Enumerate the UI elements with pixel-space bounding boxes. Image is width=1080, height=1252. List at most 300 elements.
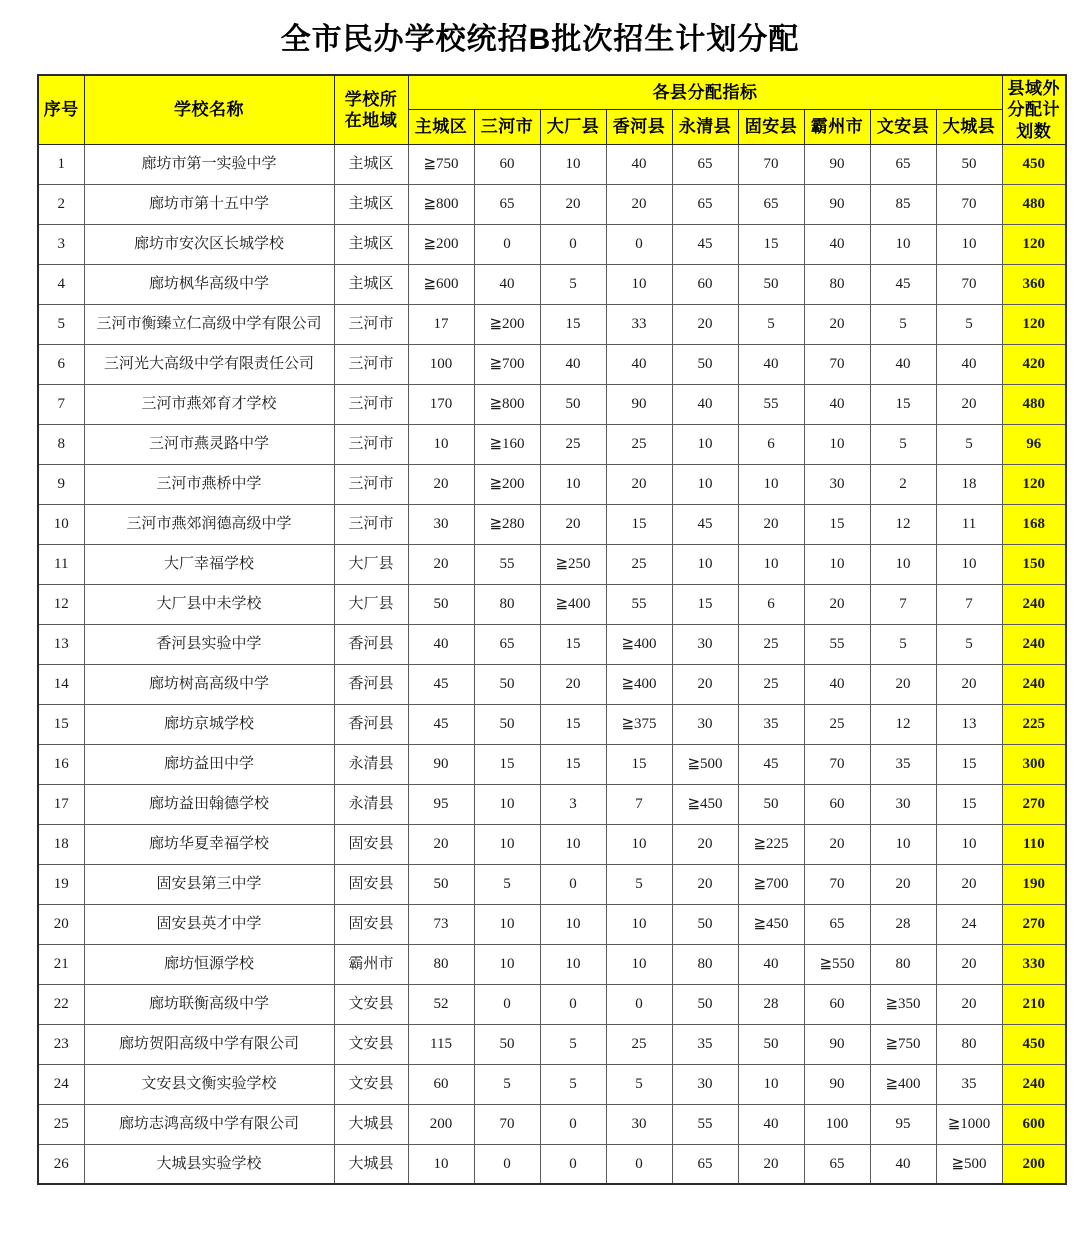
row-county-quota: 20 [606,184,672,224]
row-county-quota: 20 [672,664,738,704]
row-school-name: 大厂县中未学校 [84,584,334,624]
row-county-quota: 50 [408,864,474,904]
row-county-quota: 90 [804,184,870,224]
table-row [38,464,1066,504]
row-county-quota: 40 [672,384,738,424]
row-county-quota: 40 [804,664,870,704]
header-county-bazhou: 霸州市 [804,110,870,144]
row-county-quota: 20 [408,464,474,504]
row-school-region: 主城区 [334,144,408,184]
table-row [38,424,1066,464]
table-body [38,144,1066,1184]
row-county-quota: 200 [408,1104,474,1144]
row-county-quota: 28 [738,984,804,1024]
row-county-quota: 50 [474,1024,540,1064]
row-county-quota: 20 [936,944,1002,984]
row-school-name: 三河市衡臻立仁高级中学有限公司 [84,304,334,344]
row-county-quota: 20 [540,664,606,704]
row-county-quota: 40 [870,344,936,384]
row-school-name: 固安县英才中学 [84,904,334,944]
row-county-quota: 40 [870,1144,936,1184]
row-index: 2 [38,184,84,224]
row-county-quota: 10 [408,424,474,464]
row-county-quota: 13 [936,704,1002,744]
row-school-name: 三河市燕桥中学 [84,464,334,504]
row-county-quota: 20 [672,864,738,904]
table-row [38,664,1066,704]
row-school-region: 三河市 [334,304,408,344]
header-row-top [38,75,1066,110]
row-school-name: 廊坊益田翰德学校 [84,784,334,824]
table-row [38,944,1066,984]
row-index: 9 [38,464,84,504]
row-county-quota: 73 [408,904,474,944]
row-index: 12 [38,584,84,624]
row-school-name: 三河光大高级中学有限责任公司 [84,344,334,384]
table-row [38,304,1066,344]
row-county-quota: 40 [738,344,804,384]
row-index: 6 [38,344,84,384]
row-county-quota: ≧280 [474,504,540,544]
header-county-yongqing: 永清县 [672,110,738,144]
row-county-quota: 50 [738,784,804,824]
table-row [38,584,1066,624]
row-index: 10 [38,504,84,544]
row-county-quota: 20 [870,864,936,904]
row-county-quota: 5 [474,1064,540,1104]
row-county-quota: 35 [738,704,804,744]
row-county-quota: 10 [540,904,606,944]
row-county-quota: 40 [474,264,540,304]
row-county-quota: 85 [870,184,936,224]
row-county-quota: 24 [936,904,1002,944]
row-county-quota: 20 [936,984,1002,1024]
row-county-quota: 10 [738,464,804,504]
row-county-quota: 20 [540,184,606,224]
row-outside-plan: 120 [1002,464,1066,504]
row-county-quota: 15 [540,624,606,664]
row-county-quota: ≧160 [474,424,540,464]
row-county-quota: 30 [672,1064,738,1104]
row-county-quota: 50 [672,904,738,944]
row-county-quota: ≧400 [540,584,606,624]
header-index: 序号 [38,75,84,144]
row-county-quota: 10 [606,944,672,984]
row-county-quota: 15 [540,304,606,344]
row-county-quota: 0 [540,984,606,1024]
row-county-quota: 15 [936,784,1002,824]
row-school-region: 永清县 [334,784,408,824]
header-county-group: 各县分配指标 [408,75,1002,110]
row-outside-plan: 225 [1002,704,1066,744]
row-county-quota: 10 [540,144,606,184]
row-county-quota: 5 [540,1024,606,1064]
row-county-quota: ≧200 [408,224,474,264]
row-county-quota: 0 [540,224,606,264]
row-school-name: 廊坊枫华高级中学 [84,264,334,304]
row-county-quota: 20 [936,864,1002,904]
row-county-quota: 15 [540,704,606,744]
row-county-quota: 30 [804,464,870,504]
row-outside-plan: 110 [1002,824,1066,864]
row-school-name: 廊坊市第一实验中学 [84,144,334,184]
header-school-region: 学校所在地域 [334,75,408,144]
row-county-quota: 65 [672,184,738,224]
row-school-region: 大厂县 [334,544,408,584]
row-county-quota: 0 [606,1144,672,1184]
table-row [38,544,1066,584]
row-county-quota: 100 [804,1104,870,1144]
row-county-quota: 10 [672,544,738,584]
row-school-name: 廊坊市安次区长城学校 [84,224,334,264]
row-county-quota: ≧800 [474,384,540,424]
row-county-quota: 6 [738,584,804,624]
row-index: 24 [38,1064,84,1104]
row-county-quota: 20 [672,824,738,864]
row-county-quota: 40 [738,1104,804,1144]
row-index: 25 [38,1104,84,1144]
row-index: 22 [38,984,84,1024]
row-school-name: 大厂幸福学校 [84,544,334,584]
row-index: 18 [38,824,84,864]
row-county-quota: 35 [936,1064,1002,1104]
row-county-quota: 0 [474,1144,540,1184]
row-school-region: 永清县 [334,744,408,784]
row-school-region: 固安县 [334,824,408,864]
row-county-quota: ≧375 [606,704,672,744]
row-county-quota: 20 [804,584,870,624]
row-county-quota: 40 [738,944,804,984]
row-county-quota: 10 [870,824,936,864]
row-county-quota: 7 [606,784,672,824]
row-county-quota: 12 [870,504,936,544]
row-county-quota: 10 [474,944,540,984]
row-county-quota: 0 [540,1144,606,1184]
row-school-name: 廊坊恒源学校 [84,944,334,984]
row-county-quota: 5 [870,424,936,464]
row-county-quota: 100 [408,344,474,384]
header-county-sanhe: 三河市 [474,110,540,144]
row-county-quota: 3 [540,784,606,824]
row-county-quota: 70 [474,1104,540,1144]
row-outside-plan: 480 [1002,384,1066,424]
row-school-name: 三河市燕灵路中学 [84,424,334,464]
row-school-name: 廊坊贺阳高级中学有限公司 [84,1024,334,1064]
row-county-quota: 10 [936,824,1002,864]
row-county-quota: 10 [606,264,672,304]
row-county-quota: 7 [936,584,1002,624]
row-county-quota: 30 [606,1104,672,1144]
row-county-quota: 10 [936,544,1002,584]
row-school-region: 大城县 [334,1144,408,1184]
row-outside-plan: 240 [1002,584,1066,624]
row-county-quota: 5 [540,264,606,304]
table-row [38,904,1066,944]
table-row [38,864,1066,904]
row-county-quota: 90 [804,1064,870,1104]
row-school-name: 廊坊市第十五中学 [84,184,334,224]
table-row [38,624,1066,664]
row-county-quota: 30 [408,504,474,544]
row-county-quota: ≧500 [672,744,738,784]
row-county-quota: 0 [606,224,672,264]
row-index: 19 [38,864,84,904]
row-index: 26 [38,1144,84,1184]
row-county-quota: ≧400 [870,1064,936,1104]
row-county-quota: 10 [408,1144,474,1184]
row-county-quota: 65 [738,184,804,224]
row-county-quota: 20 [672,304,738,344]
row-county-quota: 10 [804,424,870,464]
row-county-quota: 45 [408,664,474,704]
row-county-quota: 45 [672,504,738,544]
row-county-quota: 30 [672,624,738,664]
row-school-name: 固安县第三中学 [84,864,334,904]
row-county-quota: 80 [672,944,738,984]
row-county-quota: 80 [408,944,474,984]
row-county-quota: ≧350 [870,984,936,1024]
row-county-quota: 45 [672,224,738,264]
row-outside-plan: 360 [1002,264,1066,304]
row-county-quota: 20 [738,504,804,544]
row-county-quota: 11 [936,504,1002,544]
row-county-quota: 15 [936,744,1002,784]
row-county-quota: 0 [540,1104,606,1144]
table-row [38,1064,1066,1104]
allocation-table-wrapper [37,74,1061,1185]
row-county-quota: 50 [738,1024,804,1064]
table-row [38,344,1066,384]
row-school-name: 香河县实验中学 [84,624,334,664]
page-title: 全市民办学校统招B批次招生计划分配 [280,23,800,56]
row-index: 4 [38,264,84,304]
row-index: 8 [38,424,84,464]
row-county-quota: 65 [474,624,540,664]
row-school-region: 霸州市 [334,944,408,984]
row-county-quota: 55 [738,384,804,424]
row-county-quota: ≧450 [738,904,804,944]
row-county-quota: 5 [540,1064,606,1104]
header-county-dacheng: 大城县 [936,110,1002,144]
row-school-region: 文安县 [334,1064,408,1104]
header-county-dachang: 大厂县 [540,110,606,144]
row-outside-plan: 330 [1002,944,1066,984]
row-county-quota: 70 [936,264,1002,304]
row-county-quota: 20 [804,304,870,344]
row-school-region: 三河市 [334,344,408,384]
row-outside-plan: 210 [1002,984,1066,1024]
row-county-quota: 5 [474,864,540,904]
row-index: 17 [38,784,84,824]
row-county-quota: 10 [672,424,738,464]
row-county-quota: 30 [672,704,738,744]
row-county-quota: ≧550 [804,944,870,984]
row-index: 11 [38,544,84,584]
row-county-quota: 55 [606,584,672,624]
row-county-quota: ≧400 [606,664,672,704]
row-county-quota: 15 [870,384,936,424]
row-school-region: 香河县 [334,664,408,704]
row-county-quota: 10 [738,1064,804,1104]
row-index: 23 [38,1024,84,1064]
row-county-quota: 25 [606,544,672,584]
row-county-quota: 20 [540,504,606,544]
row-index: 21 [38,944,84,984]
row-outside-plan: 420 [1002,344,1066,384]
row-county-quota: 7 [870,584,936,624]
row-county-quota: 15 [672,584,738,624]
row-county-quota: ≧400 [606,624,672,664]
header-county-xianghe: 香河县 [606,110,672,144]
row-county-quota: 50 [474,704,540,744]
row-county-quota: 20 [408,824,474,864]
allocation-table [37,74,1067,1185]
row-county-quota: 5 [606,864,672,904]
row-county-quota: 55 [804,624,870,664]
row-school-region: 三河市 [334,384,408,424]
row-county-quota: ≧750 [870,1024,936,1064]
row-county-quota: 70 [804,744,870,784]
row-county-quota: 15 [738,224,804,264]
row-county-quota: 0 [540,864,606,904]
row-school-name: 三河市燕郊润德高级中学 [84,504,334,544]
row-county-quota: 80 [474,584,540,624]
row-county-quota: 170 [408,384,474,424]
row-county-quota: 20 [606,464,672,504]
row-county-quota: 80 [804,264,870,304]
row-county-quota: ≧225 [738,824,804,864]
row-county-quota: 5 [936,304,1002,344]
row-county-quota: 60 [474,144,540,184]
row-school-region: 大城县 [334,1104,408,1144]
row-index: 3 [38,224,84,264]
row-county-quota: ≧500 [936,1144,1002,1184]
row-outside-plan: 450 [1002,144,1066,184]
row-county-quota: 95 [870,1104,936,1144]
row-county-quota: 90 [804,144,870,184]
row-county-quota: 80 [936,1024,1002,1064]
row-county-quota: 65 [804,1144,870,1184]
row-county-quota: 70 [804,864,870,904]
row-county-quota: 5 [936,624,1002,664]
row-index: 14 [38,664,84,704]
row-county-quota: ≧600 [408,264,474,304]
row-county-quota: 0 [474,984,540,1024]
table-row [38,1024,1066,1064]
row-county-quota: 28 [870,904,936,944]
row-county-quota: 65 [870,144,936,184]
row-school-region: 大厂县 [334,584,408,624]
row-county-quota: 10 [738,544,804,584]
row-county-quota: 25 [606,1024,672,1064]
row-county-quota: 90 [804,1024,870,1064]
row-county-quota: 40 [408,624,474,664]
row-outside-plan: 450 [1002,1024,1066,1064]
row-index: 16 [38,744,84,784]
row-school-region: 香河县 [334,704,408,744]
row-county-quota: 50 [540,384,606,424]
row-county-quota: ≧700 [738,864,804,904]
row-outside-plan: 120 [1002,224,1066,264]
row-county-quota: ≧800 [408,184,474,224]
row-county-quota: 6 [738,424,804,464]
row-index: 1 [38,144,84,184]
row-county-quota: 25 [738,664,804,704]
row-county-quota: 50 [936,144,1002,184]
row-outside-plan: 600 [1002,1104,1066,1144]
row-county-quota: ≧200 [474,464,540,504]
row-county-quota: 10 [672,464,738,504]
row-school-name: 廊坊华夏幸福学校 [84,824,334,864]
row-county-quota: 20 [804,824,870,864]
row-index: 5 [38,304,84,344]
row-county-quota: 10 [474,824,540,864]
row-school-name: 廊坊益田中学 [84,744,334,784]
row-county-quota: 55 [672,1104,738,1144]
row-county-quota: 5 [870,624,936,664]
row-school-region: 文安县 [334,984,408,1024]
row-county-quota: 10 [474,784,540,824]
header-county-wenan: 文安县 [870,110,936,144]
row-school-name: 廊坊京城学校 [84,704,334,744]
row-county-quota: 5 [870,304,936,344]
row-county-quota: 40 [936,344,1002,384]
row-county-quota: 55 [474,544,540,584]
row-school-name: 廊坊联衡高级中学 [84,984,334,1024]
row-county-quota: 60 [804,784,870,824]
table-row [38,1104,1066,1144]
row-index: 7 [38,384,84,424]
row-county-quota: 5 [606,1064,672,1104]
table-row [38,184,1066,224]
row-county-quota: ≧200 [474,304,540,344]
row-county-quota: 33 [606,304,672,344]
row-county-quota: 50 [474,664,540,704]
row-county-quota: 35 [870,744,936,784]
row-school-region: 主城区 [334,184,408,224]
row-county-quota: 45 [738,744,804,784]
row-county-quota: ≧750 [408,144,474,184]
row-county-quota: 25 [540,424,606,464]
row-county-quota: 10 [870,544,936,584]
row-county-quota: 45 [870,264,936,304]
row-county-quota: 20 [936,664,1002,704]
row-index: 20 [38,904,84,944]
row-school-region: 三河市 [334,464,408,504]
row-county-quota: 115 [408,1024,474,1064]
row-county-quota: 15 [474,744,540,784]
table-header [38,75,1066,144]
row-school-region: 主城区 [334,224,408,264]
row-county-quota: ≧450 [672,784,738,824]
row-county-quota: 10 [540,944,606,984]
row-school-region: 三河市 [334,504,408,544]
table-row [38,1144,1066,1184]
row-county-quota: 50 [738,264,804,304]
row-index: 15 [38,704,84,744]
row-school-name: 文安县文衡实验学校 [84,1064,334,1104]
row-county-quota: 52 [408,984,474,1024]
row-county-quota: 15 [804,504,870,544]
row-county-quota: 60 [672,264,738,304]
row-county-quota: 17 [408,304,474,344]
row-school-region: 固安县 [334,864,408,904]
row-county-quota: 5 [738,304,804,344]
row-county-quota: 40 [606,344,672,384]
table-row [38,824,1066,864]
row-county-quota: 30 [870,784,936,824]
row-school-region: 香河县 [334,624,408,664]
